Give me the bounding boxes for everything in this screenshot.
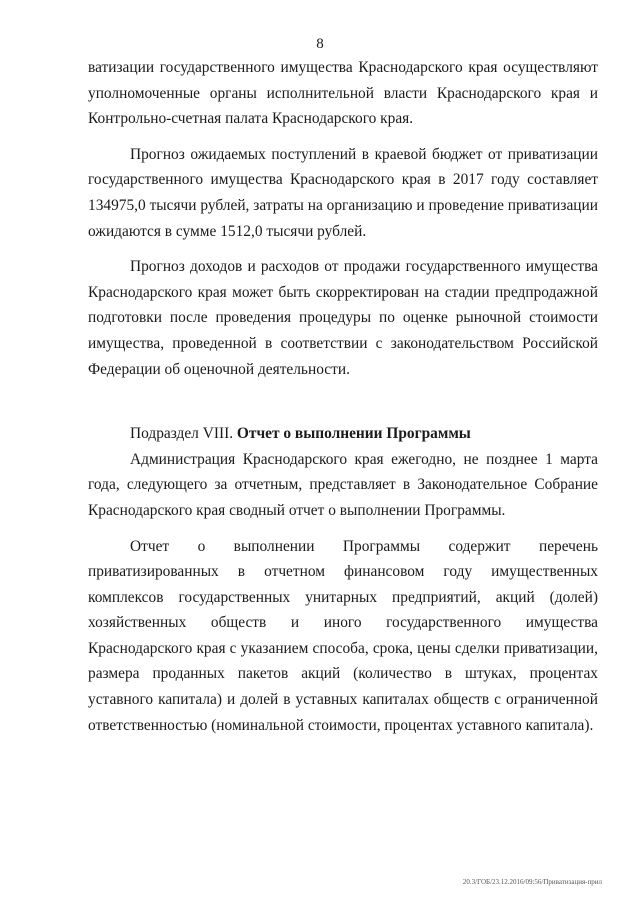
section-heading: [88, 421, 598, 447]
paragraph-revenue-forecast: Прогноз ожидаемых поступлений в краевой бюджет от приватизации государственного имущества Краснодарского края в 2017 году составляет 134975,0 тысячи рублей, затраты на организацию и проведение приватизации ожидаются в сумме 1512,0 тысячи рублей.: [88, 145, 598, 240]
section-heading-title: Отчет о выполнении Программы: [236, 425, 471, 443]
paragraph-annual-report: Администрация Краснодарского края ежегодно, не позднее 1 марта года, следующего за отчетным, представляет в Законодательное Собрание Краснодарского края сводный отчет о выполнении Программы.: [88, 450, 598, 519]
document-body: [88, 55, 598, 738]
paragraph-continuation: ватизации государственного имущества Краснодарского края осуществляют уполномоченные органы исполнительной власти Краснодарского края и Контрольно-счетная палата Краснодарского края.: [88, 59, 598, 128]
paragraph-report-contents: Отчет о выполнении Программы содержит перечень приватизированных в отчетном финансовом году имущественных комплексов государственных унитарных предприятий, акций (долей) хозяйственных обществ и иного государственного имущества Краснодарского края с указанием способа, срока, цены сделки приватизации, размера проданных пакетов акций (количество в штуках, процентах уставного капитала) и долей в уставных капиталах обществ с ограниченной ответственностью (номинальной стоимости, процентах уставного капитала).: [88, 537, 598, 734]
footer-doc-code: 20.3/ГОБ/23.12.2016/09:56/Приватизация-прил: [462, 878, 602, 886]
paragraph-income-expense-forecast: Прогноз доходов и расходов от продажи государственного имущества Краснодарского края может быть скорректирован на стадии предпродажной подготовки после проведения процедуры по оценке рыночной стоимости имущества, проведенной в соответствии с законодательством Российской Федерации об оценочной деятельности.: [88, 258, 598, 378]
page-number: 8: [316, 36, 324, 52]
section-heading-prefix: Подраздел VIII.: [130, 425, 237, 443]
